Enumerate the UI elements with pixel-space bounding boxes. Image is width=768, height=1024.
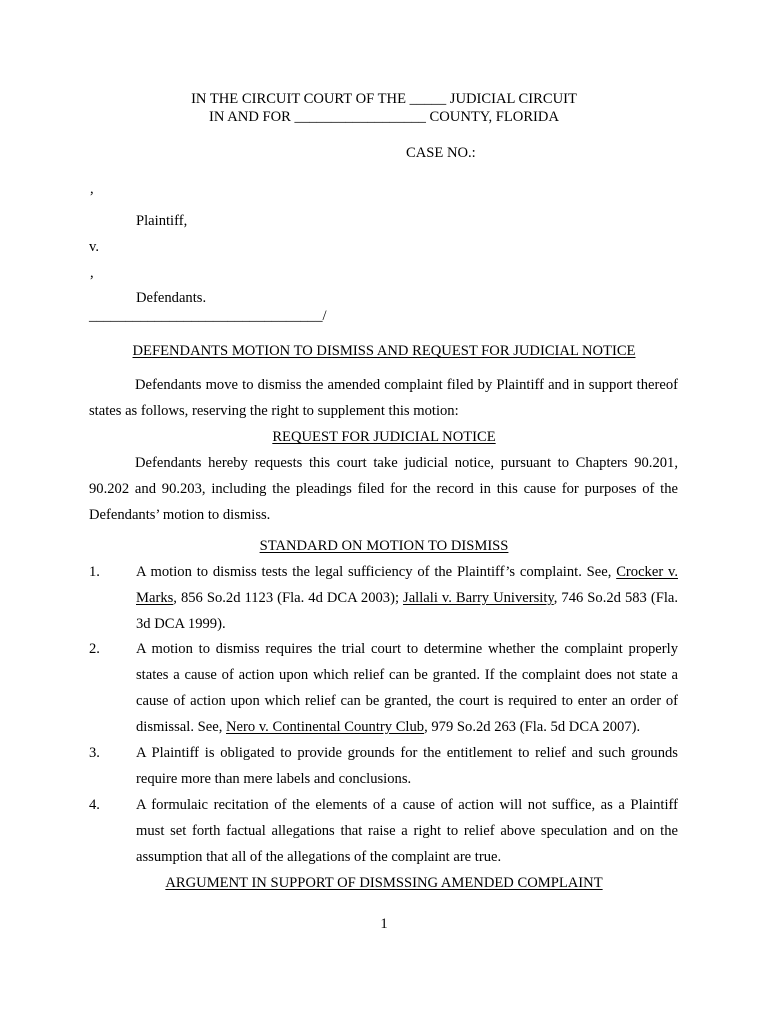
plaintiff-name-blank: , — [90, 181, 94, 197]
standard-item-1 — [136, 559, 678, 637]
page-number: 1 — [380, 916, 388, 932]
case-citation: Crocker v. Marks — [136, 564, 678, 606]
caption-signature-line: ________________________________/ — [89, 308, 327, 324]
argument-heading: ARGUMENT IN SUPPORT OF DISMSSING AMENDED COMPLAINT — [165, 875, 603, 891]
judicial-notice-paragraph: Defendants hereby requests this court take judicial notice, pursuant to Chapters 90.201, 90.202 and 90.203, including the pleadings filed for the record in this cause for purposes of the Defendants’ motion to dismiss. — [89, 455, 678, 523]
case-number-label: CASE NO.: — [406, 145, 476, 161]
item-text: A motion to dismiss requires the trial court to determine whether the complaint properly states a cause of action upon which relief can be granted. If the complaint does not state a cause of action upon which relief can be granted, the court is required to enter an order of dismissal. See, — [136, 641, 678, 735]
item-text: , 856 So.2d 1123 (Fla. 4d DCA 2003); — [173, 590, 404, 606]
standard-item-4: A formulaic recitation of the elements of a cause of action will not suffice, as a Plaintiff must set forth factual allegations that raise a right to relief above speculation and on the assumption that all of the allegations of the complaint are true. — [136, 797, 678, 865]
case-citation: Jallali v. Barry University — [403, 590, 554, 606]
standard-item-3: A Plaintiff is obligated to provide grounds for the entitlement to relief and such grounds require more than mere labels and conclusions. — [136, 745, 678, 787]
standard-heading: STANDARD ON MOTION TO DISMISS — [259, 538, 509, 554]
defendant-name-blank: , — [90, 265, 94, 281]
standard-item-2 — [136, 636, 678, 740]
item-number: 2. — [89, 641, 100, 657]
item-number: 1. — [89, 564, 100, 580]
item-text: , 979 So.2d 263 (Fla. 5d DCA 2007). — [424, 719, 641, 735]
court-caption-line-1: IN THE CIRCUIT COURT OF THE _____ JUDICIAL CIRCUIT — [191, 91, 577, 107]
plaintiff-label: Plaintiff, — [136, 213, 188, 229]
intro-paragraph: Defendants move to dismiss the amended complaint filed by Plaintiff and in support thereof states as follows, reserving the right to supplement this motion: — [89, 377, 678, 419]
judicial-notice-heading: REQUEST FOR JUDICIAL NOTICE — [272, 429, 496, 445]
motion-title: DEFENDANTS MOTION TO DISMISS AND REQUEST FOR JUDICIAL NOTICE — [132, 343, 636, 359]
case-citation: Nero v. Continental Country Club — [226, 719, 425, 735]
item-text: , 746 So.2d 583 (Fla. 3d DCA 1999). — [136, 590, 679, 632]
item-number: 4. — [89, 797, 100, 813]
defendants-label: Defendants. — [136, 290, 207, 306]
item-number: 3. — [89, 745, 100, 761]
item-text: A motion to dismiss tests the legal sufficiency of the Plaintiff’s complaint. See, — [136, 564, 617, 580]
court-caption-line-2: IN AND FOR __________________ COUNTY, FLORIDA — [209, 109, 559, 125]
versus-label: v. — [89, 239, 99, 255]
